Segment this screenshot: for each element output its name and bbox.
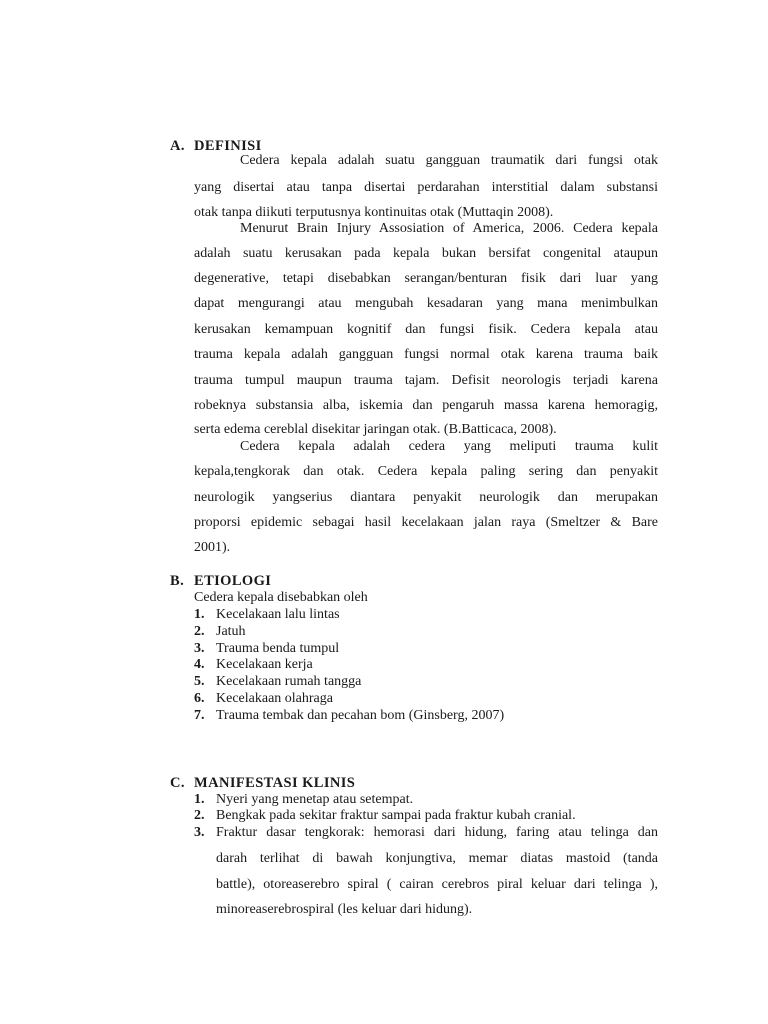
paragraph-line: proporsi epidemic sebagai hasil kecelakaan jalan raya (Smeltzer & Bare (194, 515, 658, 530)
list-item (194, 708, 504, 724)
list-item-number: 2. (194, 808, 205, 823)
paragraph-line: robeknya substansia alba, iskemia dan pengaruh massa karena hemoragig, (194, 398, 658, 413)
etiologi-intro: Cedera kepala disebabkan oleh (194, 590, 368, 605)
list-item (194, 657, 313, 673)
section-a-letter: A. (170, 138, 185, 154)
paragraph-line: trauma kepala adalah gangguan fungsi normal otak karena trauma baik (194, 347, 658, 362)
section-b-letter: B. (170, 573, 185, 589)
section-c-heading (170, 775, 355, 792)
list-item-number: 7. (194, 708, 205, 723)
paragraph-line: dapat mengurangi atau mengubah kesadaran yang mana menimbulkan (194, 296, 658, 311)
list-item (194, 674, 361, 690)
section-a-title: DEFINISI (194, 138, 262, 154)
list-item-number: 3. (194, 825, 205, 840)
list-item-number: 1. (194, 607, 205, 622)
list-item-number: 4. (194, 657, 205, 672)
list-item (194, 808, 576, 824)
list-item (194, 825, 216, 841)
section-b-heading (170, 573, 271, 590)
list-item-text: Kecelakaan kerja (216, 657, 313, 672)
paragraph-line: Cedera kepala adalah suatu gangguan traumatik dari fungsi otak (240, 153, 658, 168)
paragraph-line: neurologik yangserius diantara penyakit neurologik dan merupakan (194, 490, 658, 505)
list-item (194, 624, 246, 640)
list-item-number: 2. (194, 624, 205, 639)
list-item-text: Kecelakaan rumah tangga (216, 674, 362, 689)
list-item-text: Fraktur dasar tengkorak: hemorasi dari hidung, faring atau telinga dan (216, 825, 658, 840)
paragraph-line: 2001). (194, 540, 231, 555)
list-item (194, 607, 340, 623)
paragraph-line: otak tanpa diikuti terputusnya kontinuitas otak (Muttaqin 2008). (194, 205, 554, 220)
list-item-text: Bengkak pada sekitar fraktur sampai pada fraktur kubah cranial. (216, 808, 576, 823)
paragraph-line: kerusakan kemampuan kognitif dan fungsi fisik. Cedera kepala atau (194, 322, 658, 337)
list-item-text: Trauma tembak dan pecahan bom (Ginsberg, 2007) (216, 708, 505, 723)
list-item-text: Kecelakaan lalu lintas (216, 607, 340, 622)
list-item (194, 792, 413, 808)
paragraph-line: adalah suatu kerusakan pada kepala bukan bersifat congenital ataupun (194, 246, 658, 261)
section-c-title: MANIFESTASI KLINIS (194, 775, 356, 791)
paragraph-line: serta edema cereblal disekitar jaringan otak. (B.Batticaca, 2008). (194, 422, 557, 437)
paragraph-line: yang disertai atau tanpa disertai perdarahan interstitial dalam substansi (194, 180, 658, 195)
list-item-continuation: battle), otoreaserebro spiral ( cairan cerebros piral keluar dari telinga ), (216, 877, 658, 892)
list-item-number: 1. (194, 792, 205, 807)
list-item-number: 5. (194, 674, 205, 689)
list-item-continuation: minoreaserebrospiral (les keluar dari hidung). (216, 902, 473, 917)
list-item (194, 641, 339, 657)
list-item-number: 3. (194, 641, 205, 656)
list-item (194, 691, 333, 707)
list-item-text: Jatuh (216, 624, 246, 639)
list-item-text: Trauma benda tumpul (216, 641, 340, 656)
paragraph-line: Menurut Brain Injury Assosiation of America, 2006. Cedera kepala (240, 221, 658, 236)
list-item-number: 6. (194, 691, 205, 706)
paragraph-line: kepala,tengkorak dan otak. Cedera kepala paling sering dan penyakit (194, 464, 658, 479)
section-c-letter: C. (170, 775, 185, 791)
list-item-text: Kecelakaan olahraga (216, 691, 333, 706)
list-item-text: Nyeri yang menetap atau setempat. (216, 792, 414, 807)
section-b-title: ETIOLOGI (194, 573, 272, 589)
paragraph-line: trauma tumpul maupun trauma tajam. Defisit neorologis terjadi karena (194, 373, 658, 388)
paragraph-line: Cedera kepala adalah cedera yang meliputi trauma kulit (240, 439, 658, 454)
list-item-continuation: darah terlihat di bawah konjungtiva, memar diatas mastoid (tanda (216, 851, 658, 866)
paragraph-line: degenerative, tetapi disebabkan serangan/benturan fisik dari luar yang (194, 271, 658, 286)
